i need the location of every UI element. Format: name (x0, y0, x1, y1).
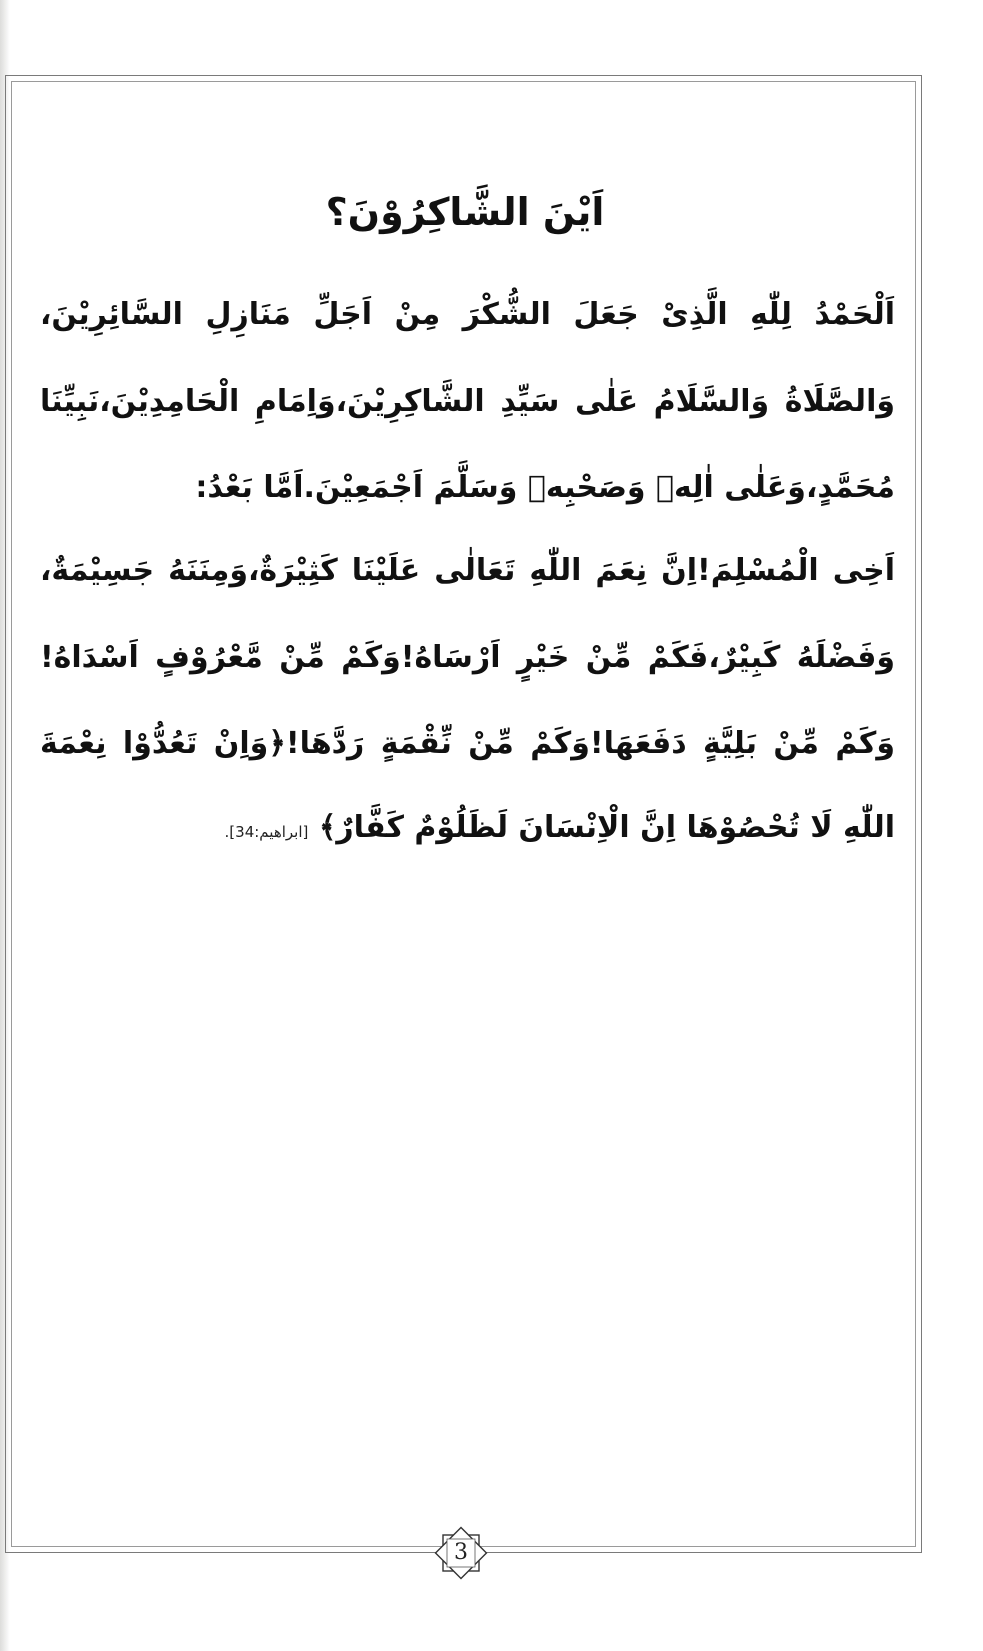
page-number-ornament (431, 1523, 491, 1583)
body-line-4: اَخِى الْمُسْلِمَ!اِنَّ نِعَمَ اللّٰهِ تَعَالٰى عَلَيْنَا كَثِيْرَةٌ،وَمِنَنَهُ جَسِيْمَةٌ، (40, 553, 895, 588)
body-line-5: وَفَضْلَهُ كَبِيْرٌ،فَكَمْ مِّنْ خَيْرٍ اَرْسَاهُ!وَكَمْ مِّنْ مَّعْرُوْفٍ اَسْدَاهُ! (40, 640, 895, 675)
page-title: اَيْنَ الشَّاكِرُوْنَ؟ (325, 190, 605, 234)
body-line-6: وَكَمْ مِّنْ بَلِيَّةٍ دَفَعَهَا!وَكَمْ مِّنْ نِّقْمَةٍ رَدَّهَا!﴿وَاِنْ تَعُدُّوْا نِعْمَةَ (40, 726, 895, 761)
body-line-7 (40, 810, 895, 846)
body-line-3: مُحَمَّدٍ،وَعَلٰى اٰلِهٖ وَصَحْبِهٖ وَسَلَّمَ اَجْمَعِيْنَ.اَمَّا بَعْدُ: (195, 470, 895, 505)
body-line-2: وَالصَّلَاةُ وَالسَّلَامُ عَلٰى سَيِّدِ الشَّاكِرِيْنَ،وَاِمَامِ الْحَامِدِيْنَ،نَبِيِّنَا (40, 384, 895, 419)
body-line-1: اَلْحَمْدُ لِلّٰهِ الَّذِىْ جَعَلَ الشُّكْرَ مِنْ اَجَلِّ مَنَازِلِ السَّائِرِيْنَ، (40, 297, 895, 332)
quran-verse-end: اللّٰهِ لَا تُحْصُوْهَا اِنَّ الْاِنْسَانَ لَظَلُوْمٌ كَفَّارٌ﴾ (318, 810, 895, 845)
verse-reference: [ابراهيم:34]. (224, 823, 309, 841)
page-number: 3 (454, 1540, 468, 1565)
